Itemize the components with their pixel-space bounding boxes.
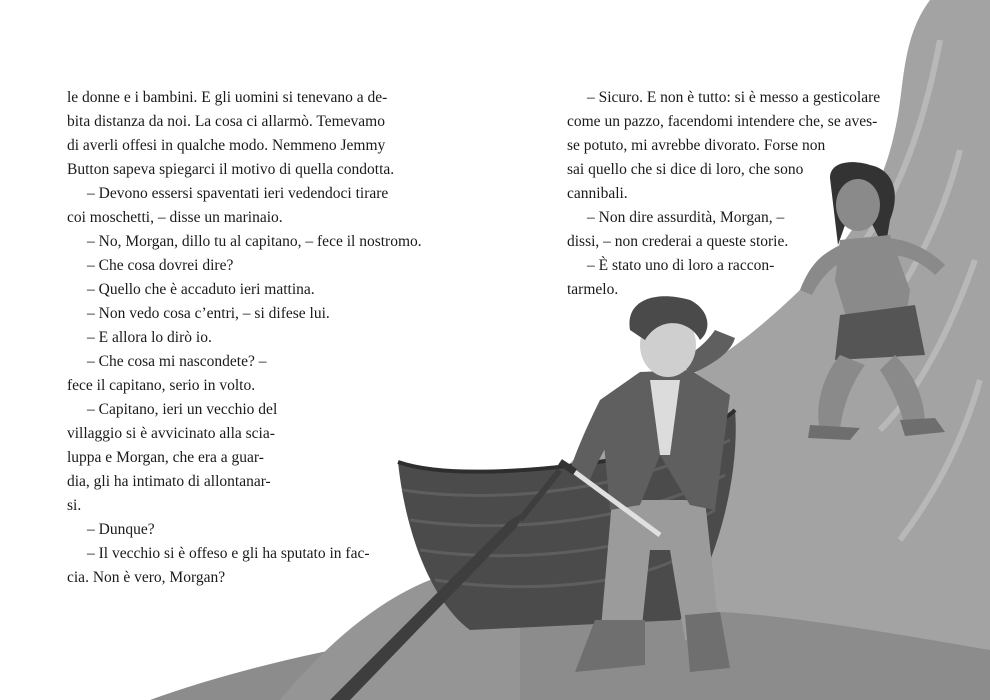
text-line: – No, Morgan, dillo tu al capitano, – fece il nostromo. — [87, 233, 422, 250]
text-line: dissi, – non crederai a queste storie. — [567, 233, 789, 250]
text-line: – È stato uno di loro a raccon- — [587, 257, 775, 274]
text-line: cannibali. — [567, 185, 628, 202]
text-line: – Non dire assurdità, Morgan, – — [587, 209, 785, 226]
text-line: – E allora lo dirò io. — [87, 329, 212, 346]
text-line: bita distanza da noi. La cosa ci allarmò. Temevamo — [67, 113, 385, 130]
text-line: le donne e i bambini. E gli uomini si tenevano a de- — [67, 89, 388, 106]
text-line: – Non vedo cosa c’entri, – si difese lui. — [87, 305, 330, 322]
text-line: dia, gli ha intimato di allontanar- — [67, 473, 271, 490]
text-line: villaggio si è avvicinato alla scia- — [67, 425, 275, 442]
text-line: fece il capitano, serio in volto. — [67, 377, 256, 394]
text-line: tarmelo. — [567, 281, 619, 298]
text-line: – Quello che è accaduto ieri mattina. — [87, 281, 315, 298]
text-line: – Il vecchio si è offeso e gli ha sputato in fac- — [87, 545, 370, 562]
text-line: se potuto, mi avrebbe divorato. Forse non — [567, 137, 826, 154]
text-line: di averli offesi in qualche modo. Nemmeno Jemmy — [67, 137, 386, 154]
text-line: – Che cosa mi nascondete? – — [87, 353, 267, 370]
text-line: si. — [67, 497, 82, 514]
text-line: – Sicuro. E non è tutto: si è messo a gesticolare — [587, 89, 881, 106]
text-line: come un pazzo, facendomi intendere che, se aves- — [567, 113, 878, 130]
text-line: sai quello che si dice di loro, che sono — [567, 161, 804, 178]
text-line: – Che cosa dovrei dire? — [87, 257, 234, 274]
text-line: – Devono essersi spaventati ieri vedendoci tirare — [87, 185, 389, 202]
text-line: – Dunque? — [87, 521, 155, 538]
text-line: – Capitano, ieri un vecchio del — [87, 401, 278, 418]
text-line: luppa e Morgan, che era a guar- — [67, 449, 264, 466]
text-line: cia. Non è vero, Morgan? — [67, 569, 226, 586]
native-head — [836, 179, 880, 231]
text-line: Button sapeva spiegarci il motivo di quella condotta. — [67, 161, 395, 178]
text-line: coi moschetti, – disse un marinaio. — [67, 209, 283, 226]
